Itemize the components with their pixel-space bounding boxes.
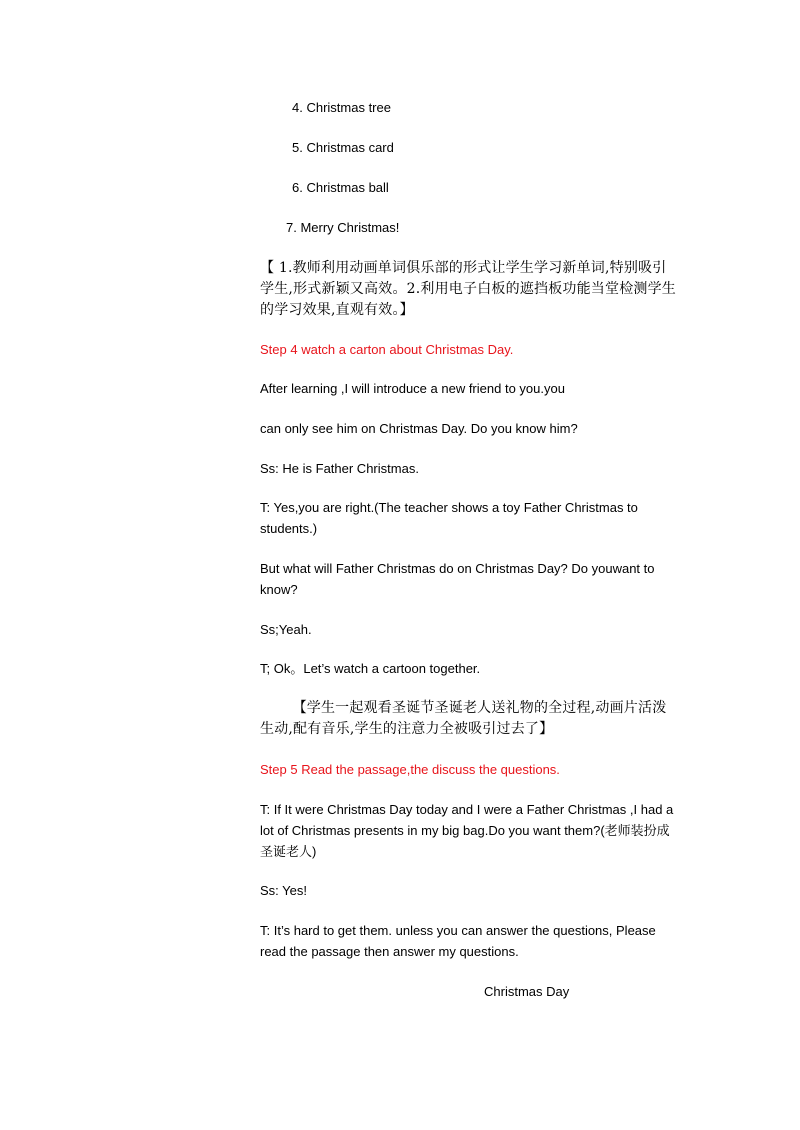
teaching-note-cartoon: 【学生一起观看圣诞节圣诞老人送礼物的全过程,动画片活泼生动,配有音乐,学生的注意力全被吸引过去了】 — [260, 700, 667, 737]
step4-heading: Step 4 watch a carton about Christmas Day. — [260, 342, 514, 357]
step4-paragraph-5: But what will Father Christmas do on Christmas Day? Do youwant to know? — [260, 561, 655, 597]
teaching-note-words: 【 1.教师利用动画单词俱乐部的形式让学生学习新单词,特别吸引学生,形式新颖又高效。2.利用电子白板的遮挡板功能当堂检测学生的学习效果,直观有效。】 — [260, 260, 677, 318]
step5-paragraph-3: T: It’s hard to get them. unless you can answer the questions, Please read the passage then answer my questions. — [260, 923, 656, 959]
step5-heading: Step 5 Read the passage,the discuss the questions. — [260, 762, 560, 777]
passage-title: Christmas Day — [484, 984, 570, 999]
step4-paragraph-1: After learning ,I will introduce a new friend to you.you — [260, 381, 565, 396]
step4-paragraph-2: can only see him on Christmas Day. Do you know him? — [260, 421, 578, 436]
step4-paragraph-7: T; Ok。Let’s watch a cartoon together. — [260, 661, 481, 676]
step4-paragraph-6: Ss;Yeah. — [260, 622, 312, 637]
list-item-christmas-ball: 6. Christmas ball — [292, 180, 389, 195]
list-item-christmas-card: 5. Christmas card — [292, 140, 394, 155]
step5-paragraph-1: T: If It were Christmas Day today and I were a Father Christmas ,I had a lot of Christmas presents in my big bag.Do you want them?(老师装扮成圣诞老人) — [260, 802, 674, 859]
list-item-merry-christmas: 7. Merry Christmas! — [286, 220, 400, 235]
step4-paragraph-4: T: Yes,you are right.(The teacher shows a toy Father Christmas to students.) — [260, 500, 638, 536]
list-item-christmas-tree: 4. Christmas tree — [292, 100, 391, 115]
step4-paragraph-3: Ss: He is Father Christmas. — [260, 461, 419, 476]
step5-paragraph-2: Ss: Yes! — [260, 883, 307, 898]
